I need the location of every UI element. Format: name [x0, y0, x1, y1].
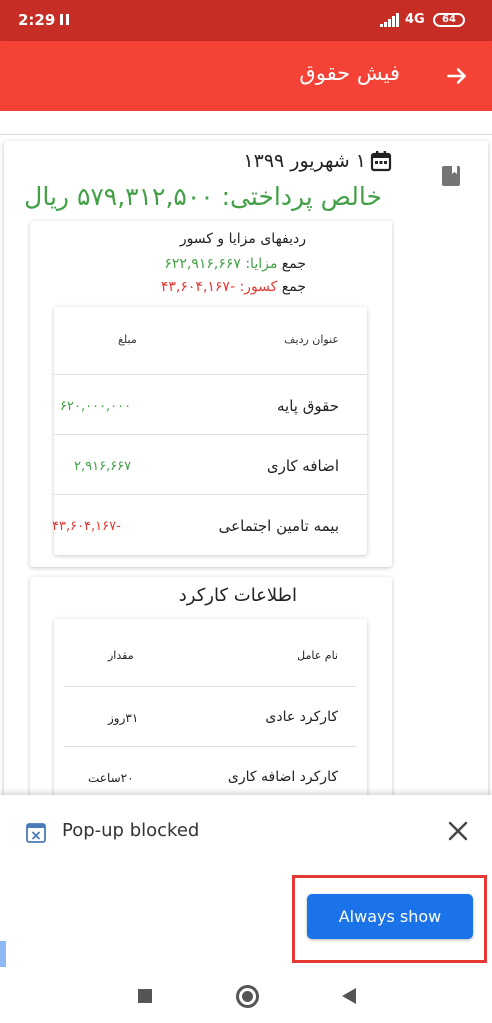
bookmark-icon[interactable] — [441, 165, 461, 187]
status-time: 2:29 — [18, 11, 56, 29]
app-bar — [0, 41, 492, 111]
work-table — [54, 619, 367, 796]
popup-blocked-icon — [26, 823, 46, 843]
battery-icon: 64 — [433, 13, 465, 27]
system-nav-bar — [0, 967, 492, 1023]
col-title-header: عنوان ردیف — [284, 333, 339, 346]
recents-icon[interactable] — [138, 989, 152, 1003]
home-icon[interactable] — [236, 985, 259, 1008]
table-row: حقوق پایه ۶۲۰,۰۰۰,۰۰۰ — [54, 375, 367, 435]
deductions-total: جمع کسور: -۴۳,۶۰۴,۱۶۷ — [160, 279, 306, 295]
benefits-total: جمع مزایا: ۶۲۲,۹۱۶,۶۶۷ — [164, 256, 306, 272]
calendar-icon — [369, 149, 393, 173]
arrow-right-icon[interactable] — [444, 63, 470, 89]
content-area[interactable] — [0, 111, 492, 796]
col-amount-header: مبلغ — [118, 333, 137, 346]
date-text: ۱ شهریور ۱۳۹۹ — [243, 150, 366, 172]
work-card-title: اطلاعات کارکرد — [178, 585, 297, 606]
table-row: کارکرد عادی ۳۱روز — [64, 687, 356, 747]
always-show-button[interactable]: Always show — [307, 894, 473, 939]
payslip-date — [243, 149, 393, 173]
table-row: بیمه تامین اجتماعی -۴۳,۶۰۴,۱۶۷ — [52, 517, 339, 535]
close-icon[interactable] — [447, 820, 469, 842]
signal-icon — [380, 13, 402, 27]
table-row: اضافه کاری ۲,۹۱۶,۶۶۷ — [54, 435, 367, 495]
back-icon[interactable] — [342, 988, 356, 1004]
items-table — [54, 307, 367, 555]
status-bar — [0, 0, 492, 41]
net-pay: خالص پرداختی: ۵۷۹,۳۱۲,۵۰۰ ریال — [24, 182, 382, 211]
popup-blocked-bar — [0, 795, 492, 967]
table-row: کارکرد اضافه کاری ۲۰ساعت — [64, 747, 356, 796]
divider — [0, 134, 492, 135]
page-title: فیش حقوق — [299, 61, 400, 85]
col-quantity-header: مقدار — [108, 649, 134, 662]
edge-indicator — [0, 941, 6, 967]
table-header — [64, 619, 356, 687]
table-header — [54, 307, 367, 375]
work-card — [30, 577, 392, 796]
items-card — [30, 221, 392, 567]
popup-title: Pop-up blocked — [62, 820, 200, 841]
pause-icon — [60, 14, 69, 25]
col-factor-header: نام عامل — [297, 649, 338, 662]
network-type: 4G — [405, 12, 425, 27]
items-card-title: ردیفهای مزایا و کسور — [179, 231, 306, 247]
